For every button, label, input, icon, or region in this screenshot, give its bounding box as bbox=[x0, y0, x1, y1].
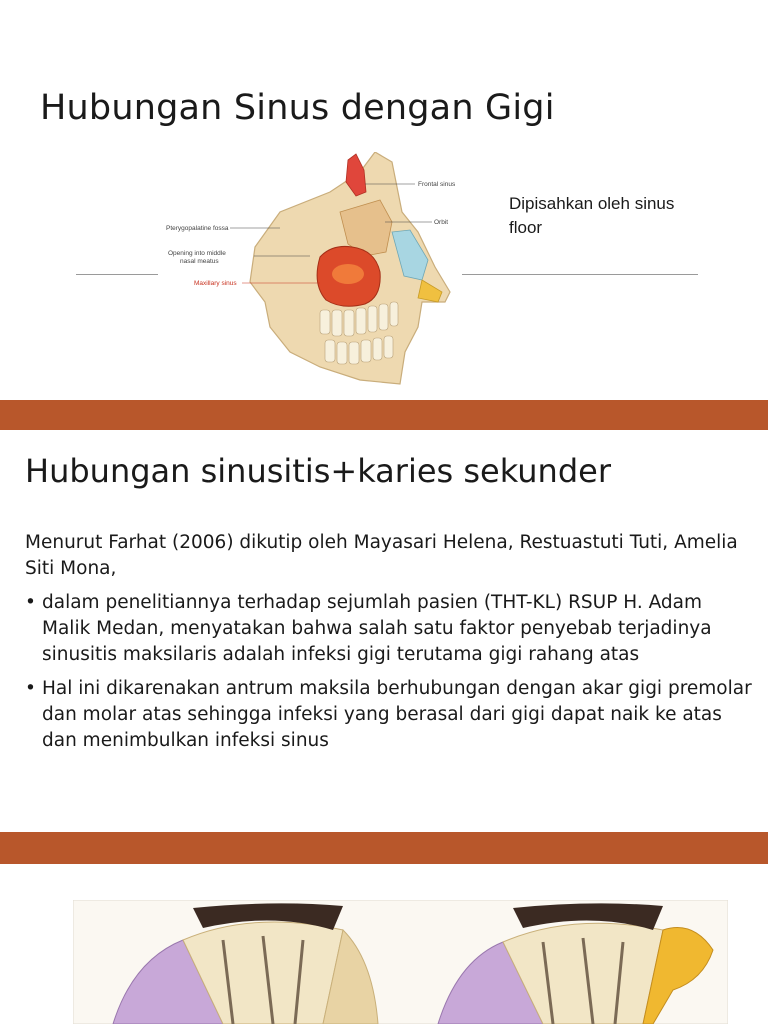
label-pterygopalatine-fossa: Pterygopalatine fossa bbox=[166, 225, 229, 232]
slide-1 bbox=[0, 0, 768, 400]
bullet-item bbox=[25, 590, 755, 668]
accent-band-bottom bbox=[0, 832, 768, 864]
slide-2-body bbox=[25, 530, 755, 762]
slide-2 bbox=[0, 430, 768, 832]
intro-paragraph: Menurut Farhat (2006) dikutip oleh Mayasari Helena, Restuastuti Tuti, Amelia Siti Mona, bbox=[25, 532, 738, 579]
divider-right bbox=[462, 274, 698, 275]
tooth-sinus-cross-section-illustration bbox=[73, 900, 728, 1024]
slide-3 bbox=[0, 864, 768, 1024]
bullet-dot: • bbox=[25, 678, 36, 699]
divider-left bbox=[76, 274, 158, 275]
label-orbit: Orbit bbox=[434, 219, 449, 226]
accent-band-top bbox=[0, 400, 768, 430]
label-opening-line-1: Opening into middle bbox=[168, 250, 226, 257]
bullet-list bbox=[25, 590, 755, 754]
bullet-text: dalam penelitiannya terhadap sejumlah pasien (THT-KL) RSUP H. Adam Malik Medan, menyatakan bahwa salah satu faktor penyebab terjadinya sinusitis maksilaris adalah infeksi gigi terutama gigi rahang atas bbox=[42, 592, 712, 665]
bullet-text: Hal ini dikarenakan antrum maksila berhubungan dengan akar gigi premolar dan molar atas sehingga infeksi yang berasal dari gigi dapat naik ke atas dan menimbulkan infeksi sinus bbox=[42, 678, 752, 751]
bullet-item bbox=[25, 676, 755, 754]
label-maxillary-sinus: Maxillary sinus bbox=[194, 280, 237, 287]
bullet-dot: • bbox=[25, 592, 36, 613]
label-opening-line-2: nasal meatus bbox=[180, 258, 219, 265]
skull-sinus-illustration bbox=[160, 152, 460, 387]
slide-2-title: Hubungan sinusitis+karies sekunder bbox=[25, 452, 611, 490]
sinus-floor-note: Dipisahkan oleh sinus floor bbox=[509, 194, 675, 237]
label-frontal-sinus: Frontal sinus bbox=[418, 181, 456, 188]
slide-1-title: Hubungan Sinus dengan Gigi bbox=[40, 88, 555, 128]
